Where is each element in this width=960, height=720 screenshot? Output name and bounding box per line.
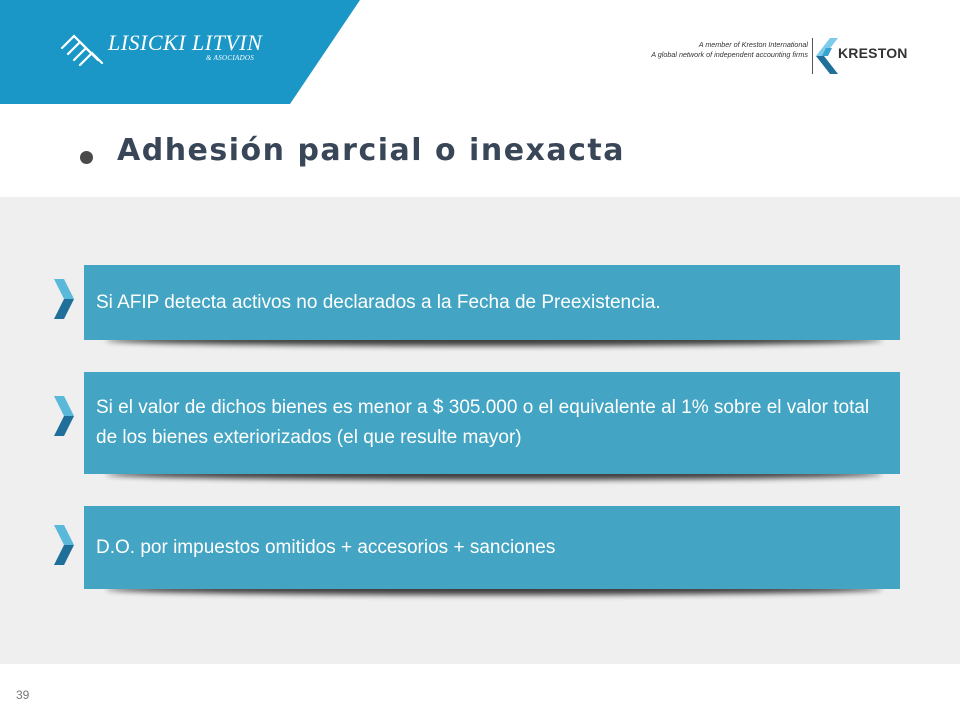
- item-box: [84, 506, 900, 589]
- kreston-tagline: [651, 40, 808, 60]
- logo-subtitle: & ASOCIADOS: [206, 54, 255, 62]
- chevron-right-icon: [50, 394, 76, 438]
- page-number: 39: [16, 688, 30, 702]
- item-text: Si el valor de dichos bienes es menor a $ 305.000 o el equivalente al 1% sobre el valor total de los bienes exteriorizados (el que resulte mayor): [96, 397, 870, 448]
- kreston-tagline-line-2: A global network of independent accounting firms: [651, 50, 808, 59]
- item-text: Si AFIP detecta activos no declarados a la Fecha de Preexistencia.: [96, 291, 661, 313]
- kreston-wordmark: KRESTON: [838, 45, 908, 61]
- list-item: [50, 372, 900, 474]
- list-item: [50, 265, 900, 340]
- title-bullet: [80, 151, 93, 164]
- item-box: [84, 372, 900, 474]
- kreston-divider: [812, 38, 813, 74]
- chevron-right-icon: [50, 523, 76, 567]
- item-text: D.O. por impuestos omitidos + accesorios + sanciones: [96, 536, 556, 558]
- handshake-logo-icon: [60, 32, 104, 66]
- chevron-right-icon: [50, 277, 76, 321]
- list-item: [50, 506, 900, 589]
- logo-wordmark: LISICKI LITVIN: [108, 30, 263, 55]
- slide-title: Adhesión parcial o inexacta: [117, 133, 626, 168]
- item-box: [84, 265, 900, 340]
- kreston-tagline-line-1: A member of Kreston International: [698, 40, 808, 49]
